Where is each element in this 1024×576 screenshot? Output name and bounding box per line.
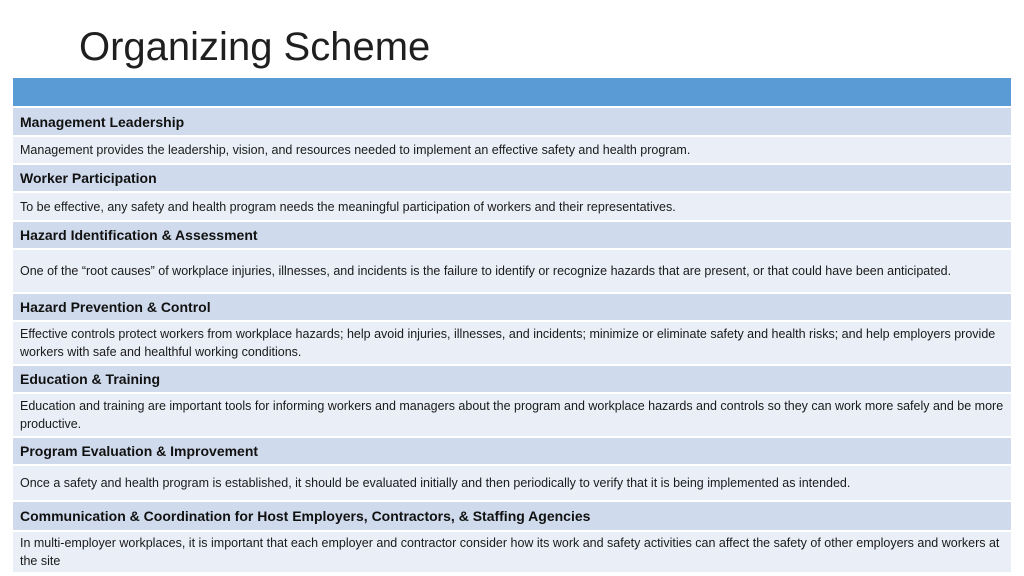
section-heading-hazard-identification: Hazard Identification & Assessment [13, 222, 1011, 250]
section-description-program-evaluation: Once a safety and health program is established, it should be evaluated initially and then periodically to verify that it is being implemented as intended. [13, 466, 1011, 502]
section-description-management-leadership: Management provides the leadership, vision, and resources needed to implement an effective safety and health program. [13, 137, 1011, 165]
section-heading-education-training: Education & Training [13, 366, 1011, 394]
table-header-bar [13, 78, 1011, 108]
section-description-hazard-identification: One of the “root causes” of workplace injuries, illnesses, and incidents is the failure to identify or recognize hazards that are present, or that could have been anticipated. [13, 250, 1011, 294]
organizing-scheme-table [13, 78, 1011, 574]
slide-title: Organizing Scheme [79, 25, 431, 69]
section-heading-communication-coordination: Communication & Coordination for Host Employers, Contractors, & Staffing Agencies [13, 502, 1011, 532]
section-heading-hazard-prevention: Hazard Prevention & Control [13, 294, 1011, 322]
section-heading-management-leadership: Management Leadership [13, 108, 1011, 137]
section-description-worker-participation: To be effective, any safety and health program needs the meaningful participation of workers and their representatives. [13, 193, 1011, 222]
section-heading-program-evaluation: Program Evaluation & Improvement [13, 438, 1011, 466]
section-heading-worker-participation: Worker Participation [13, 165, 1011, 193]
section-description-education-training: Education and training are important tools for informing workers and managers about the program and workplace hazards and controls so they can work more safely and be more productive. [13, 394, 1011, 438]
section-description-communication-coordination: In multi-employer workplaces, it is important that each employer and contractor consider how its work and safety activities can affect the safety of other employers and workers at the site [13, 532, 1011, 574]
section-description-hazard-prevention: Effective controls protect workers from workplace hazards; help avoid injuries, illnesses, and incidents; minimize or eliminate safety and health risks; and help employers provide workers with safe and healthful working conditions. [13, 322, 1011, 366]
